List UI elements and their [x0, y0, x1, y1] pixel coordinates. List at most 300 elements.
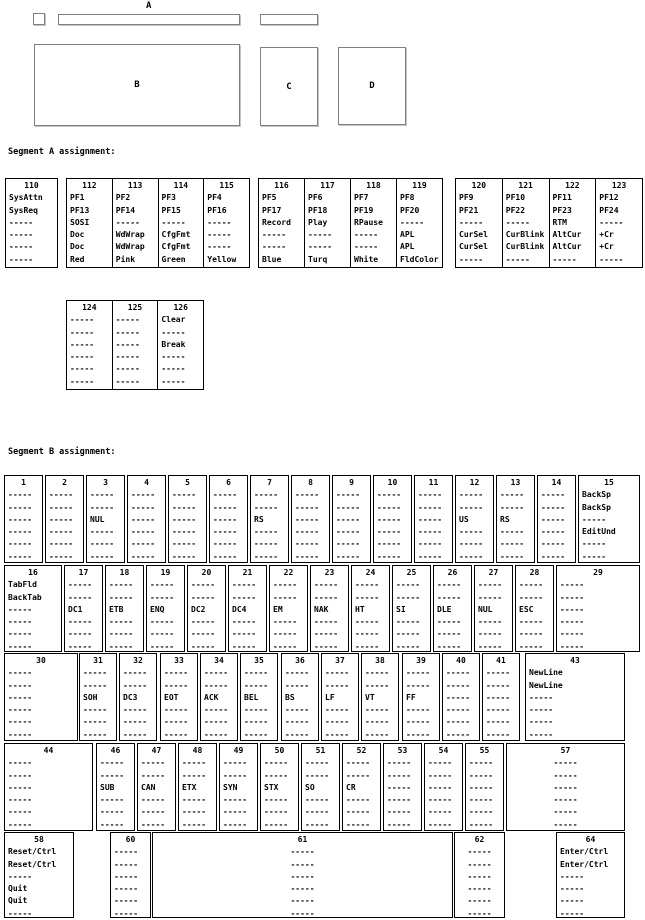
key-number: 3: [103, 478, 108, 487]
key-assignment-line: -----: [164, 717, 189, 727]
key-assignment-line: -----: [560, 629, 585, 639]
key-assignment-line: -----: [204, 680, 229, 690]
key-assignment-line: -----: [418, 490, 443, 500]
key-46: [96, 743, 135, 831]
key-assignment-line: -----: [406, 668, 431, 678]
key-assignment-line: PF4: [207, 193, 222, 203]
key-assignment-line: -----: [264, 770, 289, 780]
key-assignment-line: -----: [467, 859, 492, 869]
key-number: 61: [297, 835, 308, 844]
key-53: [383, 743, 422, 831]
key-assignment-line: -----: [223, 795, 248, 805]
key-assignment-line: PF21: [459, 205, 479, 215]
key-assignment-line: -----: [541, 490, 566, 500]
key-assignment-line: -----: [459, 254, 484, 264]
key-assignment-line: -----: [90, 502, 115, 512]
key-assignment-line: -----: [346, 795, 371, 805]
key-27: [474, 565, 513, 652]
key-assignment-line: BS: [285, 692, 295, 702]
key-assignment-line: -----: [68, 592, 93, 602]
key-assignment-line: -----: [8, 527, 33, 537]
key-assignment-line: -----: [552, 254, 577, 264]
key-33: [160, 653, 198, 741]
key-124: [66, 300, 113, 390]
key-assignment-line: TabFld: [8, 580, 37, 590]
key-assignment-line: -----: [254, 527, 279, 537]
key-number: 33: [174, 656, 184, 665]
key-118: [350, 178, 397, 268]
key-113: [112, 178, 159, 268]
key-15: [578, 475, 640, 563]
key-assignment-line: White: [354, 254, 379, 264]
segment-a-key-group: [455, 178, 643, 268]
key-number: 50: [274, 746, 285, 755]
key-assignment-line: -----: [377, 502, 402, 512]
key-assignment-line: NewLine: [529, 680, 563, 690]
key-assignment-line: -----: [599, 217, 624, 227]
key-assignment-line: -----: [428, 770, 453, 780]
key-assignment-line: -----: [244, 680, 269, 690]
key-number: 4: [144, 478, 149, 487]
key-assignment-line: -----: [244, 668, 269, 678]
key-assignment-line: -----: [486, 705, 511, 715]
key-assignment-line: -----: [396, 641, 421, 651]
key-assignment-line: -----: [204, 705, 229, 715]
key-number: 36: [295, 656, 305, 665]
key-assignment-line: -----: [115, 339, 140, 349]
key-14: [537, 475, 576, 563]
key-assignment-line: -----: [553, 807, 578, 817]
key-assignment-line: -----: [295, 539, 320, 549]
key-number: 8: [308, 478, 313, 487]
key-assignment-line: DC3: [123, 692, 138, 702]
key-assignment-line: -----: [262, 242, 287, 252]
key-assignment-line: -----: [244, 717, 269, 727]
key-assignment-line: RTM: [552, 217, 567, 227]
key-assignment-line: Enter/Ctrl: [560, 847, 609, 857]
key-assignment-line: -----: [314, 629, 339, 639]
key-assignment-line: -----: [314, 580, 339, 590]
key-assignment-line: -----: [325, 717, 350, 727]
key-assignment-line: -----: [541, 551, 566, 561]
key-assignment-line: -----: [446, 668, 471, 678]
key-assignment-line: -----: [8, 629, 33, 639]
key-assignment-line: -----: [418, 527, 443, 537]
key-6: [209, 475, 248, 563]
key-assignment-line: -----: [418, 539, 443, 549]
key-assignment-line: -----: [295, 514, 320, 524]
key-assignment-line: -----: [295, 502, 320, 512]
key-21: [228, 565, 267, 652]
key-assignment-line: -----: [486, 668, 511, 678]
key-assignment-line: -----: [560, 896, 585, 906]
key-assignment-line: -----: [109, 629, 134, 639]
key-49: [219, 743, 258, 831]
key-assignment-line: -----: [70, 327, 95, 337]
key-4: [127, 475, 166, 563]
key-assignment-line: -----: [519, 629, 544, 639]
key-number: 31: [93, 656, 103, 665]
overview-numpad-block: D: [338, 47, 406, 125]
key-assignment-line: -----: [8, 782, 33, 792]
segment-b-heading: Segment B assignment:: [8, 447, 116, 457]
key-assignment-line: -----: [290, 871, 315, 881]
key-assignment-line: -----: [437, 592, 462, 602]
key-assignment-line: -----: [290, 847, 315, 857]
key-assignment-line: -----: [70, 339, 95, 349]
key-assignment-line: -----: [232, 617, 257, 627]
key-assignment-line: -----: [8, 705, 33, 715]
key-122: [549, 178, 597, 268]
key-assignment-line: PF24: [599, 205, 619, 215]
key-126: [157, 300, 204, 390]
key-assignment-line: -----: [8, 668, 33, 678]
key-number: 113: [127, 181, 143, 190]
key-assignment-line: -----: [164, 668, 189, 678]
key-assignment-line: -----: [305, 807, 330, 817]
key-assignment-line: -----: [469, 758, 494, 768]
key-assignment-line: -----: [207, 242, 232, 252]
key-assignment-line: CfgFmt: [161, 242, 191, 252]
key-assignment-line: -----: [161, 327, 186, 337]
key-assignment-line: -----: [418, 514, 443, 524]
key-assignment-line: -----: [377, 490, 402, 500]
key-assignment-line: -----: [264, 807, 289, 817]
key-assignment-line: ETB: [109, 604, 124, 614]
key-41: [482, 653, 520, 741]
key-assignment-line: -----: [582, 551, 607, 561]
key-assignment-line: Doc: [70, 230, 85, 240]
key-assignment-line: -----: [70, 364, 95, 374]
key-assignment-line: -----: [141, 758, 166, 768]
key-64: [556, 832, 625, 918]
key-assignment-line: -----: [437, 617, 462, 627]
segment-a-key-group: [258, 178, 443, 268]
key-assignment-line: PF5: [262, 193, 277, 203]
key-assignment-line: -----: [8, 641, 33, 651]
key-114: [158, 178, 205, 268]
key-assignment-line: -----: [8, 692, 33, 702]
key-assignment-line: Blue: [262, 254, 282, 264]
key-number: 25: [406, 568, 417, 577]
key-47: [137, 743, 176, 831]
key-number: 62: [474, 835, 485, 844]
key-assignment-line: -----: [418, 502, 443, 512]
key-assignment-line: -----: [115, 327, 140, 337]
key-assignment-line: -----: [131, 551, 156, 561]
key-assignment-line: -----: [505, 217, 530, 227]
key-assignment-line: -----: [182, 807, 207, 817]
key-19: [146, 565, 185, 652]
key-assignment-line: -----: [8, 717, 33, 727]
key-number: 30: [36, 656, 46, 665]
key-assignment-line: -----: [8, 871, 33, 881]
key-assignment-line: -----: [446, 729, 471, 739]
key-assignment-line: -----: [285, 668, 310, 678]
key-number: 121: [518, 181, 533, 190]
key-assignment-line: -----: [377, 527, 402, 537]
key-assignment-line: -----: [478, 641, 503, 651]
key-number: 55: [479, 746, 490, 755]
key-1: [4, 475, 43, 563]
key-assignment-line: PF12: [599, 193, 619, 203]
key-43: [525, 653, 625, 741]
key-number: 40: [456, 656, 466, 665]
key-assignment-line: BackTab: [8, 592, 42, 602]
key-assignment-line: -----: [541, 527, 566, 537]
overview-escape-square: [33, 13, 45, 25]
key-assignment-line: -----: [100, 758, 125, 768]
key-assignment-line: -----: [365, 705, 390, 715]
key-assignment-line: -----: [161, 376, 186, 386]
key-assignment-line: -----: [377, 551, 402, 561]
key-assignment-line: -----: [264, 795, 289, 805]
key-assignment-line: -----: [161, 352, 186, 362]
key-assignment-line: -----: [500, 490, 525, 500]
key-assignment-line: -----: [560, 908, 585, 918]
key-assignment-line: -----: [114, 871, 139, 881]
key-assignment-line: ETX: [182, 782, 197, 792]
key-assignment-line: -----: [115, 352, 140, 362]
key-assignment-line: -----: [254, 551, 279, 561]
key-assignment-line: -----: [8, 795, 33, 805]
key-assignment-line: -----: [141, 795, 166, 805]
key-assignment-line: -----: [114, 908, 139, 918]
key-61: [152, 832, 453, 918]
key-assignment-line: -----: [141, 770, 166, 780]
key-assignment-line: -----: [387, 782, 412, 792]
key-assignment-line: -----: [560, 884, 585, 894]
key-assignment-line: -----: [131, 527, 156, 537]
key-assignment-line: -----: [172, 514, 197, 524]
key-assignment-line: -----: [305, 819, 330, 829]
key-8: [291, 475, 330, 563]
key-assignment-line: -----: [478, 592, 503, 602]
key-48: [178, 743, 217, 831]
key-assignment-line: -----: [305, 758, 330, 768]
key-assignment-line: CurSel: [459, 242, 488, 252]
key-assignment-line: PF19: [354, 205, 374, 215]
key-44: [4, 743, 93, 831]
key-assignment-line: -----: [150, 617, 175, 627]
key-assignment-line: Break: [161, 339, 186, 349]
key-assignment-line: -----: [560, 617, 585, 627]
key-assignment-line: PF3: [161, 193, 176, 203]
key-assignment-line: -----: [207, 217, 232, 227]
key-assignment-line: -----: [123, 705, 148, 715]
key-30: [4, 653, 78, 741]
key-assignment-line: -----: [115, 364, 140, 374]
key-assignment-line: -----: [109, 617, 134, 627]
key-assignment-line: -----: [172, 551, 197, 561]
key-assignment-line: -----: [396, 617, 421, 627]
key-assignment-line: -----: [437, 580, 462, 590]
key-number: 117: [320, 181, 335, 190]
key-assignment-line: -----: [519, 592, 544, 602]
key-number: 51: [315, 746, 326, 755]
key-number: 118: [366, 181, 381, 190]
key-assignment-line: -----: [232, 592, 257, 602]
key-assignment-line: -----: [213, 527, 238, 537]
key-assignment-line: -----: [446, 692, 471, 702]
key-121: [502, 178, 550, 268]
key-assignment-line: -----: [365, 668, 390, 678]
segment-a-key-group: [66, 300, 204, 390]
key-34: [200, 653, 238, 741]
key-assignment-line: ENQ: [150, 604, 165, 614]
key-assignment-line: -----: [582, 539, 607, 549]
key-assignment-line: -----: [100, 807, 125, 817]
key-assignment-line: CR: [346, 782, 356, 792]
key-number: 119: [412, 181, 427, 190]
key-assignment-line: -----: [83, 668, 108, 678]
key-assignment-line: -----: [406, 680, 431, 690]
key-assignment-line: Quit: [8, 896, 28, 906]
key-assignment-line: CAN: [141, 782, 156, 792]
key-assignment-line: PF17: [262, 205, 282, 215]
key-number: 53: [397, 746, 408, 755]
key-number: 14: [551, 478, 562, 487]
key-number: 122: [565, 181, 580, 190]
key-51: [301, 743, 340, 831]
key-assignment-line: -----: [213, 502, 238, 512]
key-54: [424, 743, 463, 831]
key-assignment-line: -----: [295, 527, 320, 537]
key-number: 9: [349, 478, 354, 487]
key-assignment-line: Yellow: [207, 254, 237, 264]
key-32: [119, 653, 157, 741]
key-assignment-line: Red: [70, 254, 85, 264]
key-assignment-line: -----: [172, 502, 197, 512]
overview-main-block: B: [34, 44, 240, 126]
key-number: 41: [496, 656, 506, 665]
key-number: 6: [226, 478, 231, 487]
key-assignment-line: -----: [150, 592, 175, 602]
key-13: [496, 475, 535, 563]
key-assignment-line: -----: [254, 539, 279, 549]
key-assignment-line: -----: [505, 254, 530, 264]
key-assignment-line: -----: [150, 641, 175, 651]
key-assignment-line: SUB: [100, 782, 115, 792]
key-assignment-line: -----: [83, 729, 108, 739]
key-number: 112: [82, 181, 97, 190]
key-assignment-line: -----: [560, 641, 585, 651]
key-assignment-line: -----: [164, 680, 189, 690]
key-number: 125: [127, 303, 143, 312]
key-116: [258, 178, 305, 268]
key-40: [442, 653, 480, 741]
key-assignment-line: Enter/Ctrl: [560, 859, 609, 869]
key-37: [321, 653, 359, 741]
key-number: 35: [254, 656, 264, 665]
key-assignment-line: -----: [314, 592, 339, 602]
key-number: 48: [192, 746, 203, 755]
key-assignment-line: -----: [553, 795, 578, 805]
key-number: 18: [119, 568, 130, 577]
key-25: [392, 565, 431, 652]
key-assignment-line: -----: [467, 896, 492, 906]
key-assignment-line: WdWrap: [115, 230, 145, 240]
key-assignment-line: -----: [70, 376, 95, 386]
key-assignment-line: -----: [182, 758, 207, 768]
key-assignment-line: -----: [355, 629, 380, 639]
key-assignment-line: -----: [365, 729, 390, 739]
key-assignment-line: -----: [182, 795, 207, 805]
key-assignment-line: -----: [446, 680, 471, 690]
key-assignment-line: PF20: [400, 205, 420, 215]
key-number: 15: [604, 478, 614, 487]
key-number: 20: [201, 568, 212, 577]
key-assignment-line: FldColor: [400, 254, 439, 264]
key-assignment-line: -----: [295, 490, 320, 500]
key-number: 126: [173, 303, 188, 312]
key-60: [110, 832, 151, 918]
key-assignment-line: +Cr: [599, 230, 614, 240]
key-assignment-line: -----: [459, 502, 484, 512]
key-number: 49: [233, 746, 244, 755]
key-112: [66, 178, 113, 268]
key-assignment-line: -----: [354, 230, 379, 240]
key-assignment-line: -----: [204, 668, 229, 678]
key-assignment-line: -----: [223, 819, 248, 829]
key-assignment-line: PF22: [505, 205, 526, 215]
key-assignment-line: ESC: [519, 604, 534, 614]
key-assignment-line: -----: [295, 551, 320, 561]
key-number: 16: [28, 568, 38, 577]
key-assignment-line: -----: [290, 859, 315, 869]
key-assignment-line: -----: [223, 770, 248, 780]
key-62: [454, 832, 505, 918]
key-number: 10: [387, 478, 398, 487]
key-number: 5: [185, 478, 190, 487]
key-assignment-line: -----: [469, 770, 494, 780]
segment-a-heading: Segment A assignment:: [8, 147, 116, 157]
key-assignment-line: -----: [478, 617, 503, 627]
key-assignment-line: -----: [213, 514, 238, 524]
key-assignment-line: -----: [314, 617, 339, 627]
key-assignment-line: -----: [109, 641, 134, 651]
key-assignment-line: VT: [365, 692, 375, 702]
key-assignment-line: -----: [560, 604, 585, 614]
key-assignment-line: CurBlink: [505, 230, 545, 240]
key-assignment-line: RS: [254, 514, 264, 524]
key-assignment-line: -----: [9, 242, 34, 252]
key-number: 60: [125, 835, 136, 844]
key-assignment-line: -----: [387, 795, 412, 805]
key-assignment-line: -----: [529, 692, 554, 702]
key-number: 115: [219, 181, 234, 190]
key-number: 24: [365, 568, 376, 577]
key-assignment-line: SOSI: [70, 217, 90, 227]
key-assignment-line: -----: [467, 908, 492, 918]
key-assignment-line: -----: [541, 502, 566, 512]
key-assignment-line: -----: [232, 580, 257, 590]
key-28: [515, 565, 554, 652]
key-assignment-line: -----: [336, 551, 361, 561]
key-assignment-line: -----: [115, 217, 140, 227]
key-assignment-line: -----: [141, 807, 166, 817]
key-assignment-line: -----: [406, 705, 431, 715]
segment-a-key-group: [66, 178, 250, 268]
key-assignment-line: -----: [213, 539, 238, 549]
key-assignment-line: -----: [90, 490, 115, 500]
key-assignment-line: -----: [8, 680, 33, 690]
key-assignment-line: PF15: [161, 205, 181, 215]
key-assignment-line: -----: [68, 617, 93, 627]
key-assignment-line: -----: [182, 819, 207, 829]
key-assignment-line: -----: [273, 617, 298, 627]
segment-a-key-group: [5, 178, 58, 268]
